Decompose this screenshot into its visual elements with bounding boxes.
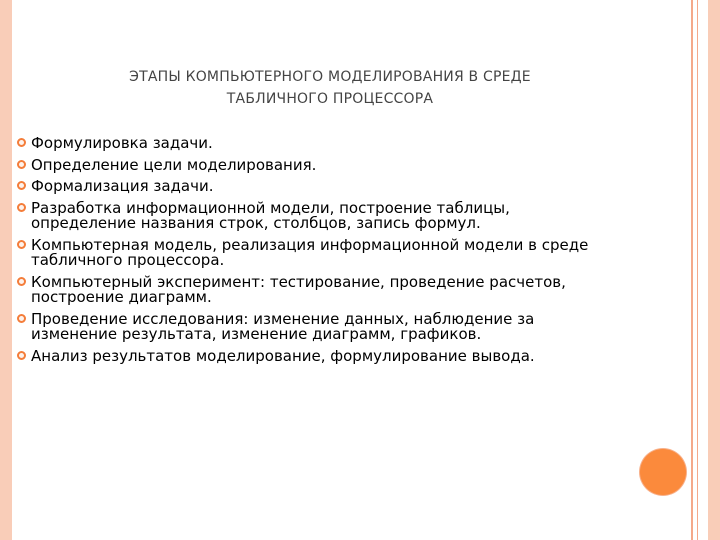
list-item-line-2: табличного процессора. [31, 251, 225, 269]
list-item-line-1: Проведение исследования: изменение данных, наблюдение за [31, 309, 535, 328]
decorative-circle-icon [640, 449, 686, 495]
list-item [14, 346, 704, 365]
bullet-circle-icon [17, 351, 26, 360]
list-item [14, 155, 704, 174]
bullet-circle-icon [17, 181, 26, 190]
bullet-list [14, 136, 704, 370]
list-item-line-2: определение названия строк, столбцов, запись формул. [31, 214, 481, 232]
list-item-line-1: Определение цели моделирования. [31, 155, 317, 174]
list-item-line-1: Формализация задачи. [31, 177, 214, 195]
bullet-circle-icon [17, 314, 26, 323]
list-item [14, 179, 704, 195]
list-item-line-1: Компьютерный эксперимент: тестирование, проведение расчетов, [31, 272, 566, 291]
list-item-line-1: Компьютерная модель, реализация информационной модели в среде [31, 235, 589, 254]
bullet-circle-icon [17, 240, 26, 249]
list-item-line-1: Разработка информационной модели, построение таблицы, [31, 198, 510, 217]
slide-title [40, 66, 620, 110]
bullet-circle-icon [17, 138, 26, 147]
list-item-line-1: Формулировка задачи. [31, 134, 213, 152]
list-item [14, 235, 704, 269]
list-item [14, 136, 704, 152]
list-item [14, 309, 704, 343]
list-item-line-2: изменение результата, изменение диаграмм, графиков. [31, 325, 482, 343]
list-item [14, 198, 704, 232]
list-item [14, 272, 704, 306]
slide-title-line-2: ТАБЛИЧНОГО ПРОЦЕССОРА [226, 91, 434, 107]
bullet-circle-icon [17, 160, 26, 169]
bullet-circle-icon [17, 203, 26, 212]
list-item-line-2: построение диаграмм. [31, 288, 212, 306]
slide-title-line-1: ЭТАПЫ КОМПЬЮТЕРНОГО МОДЕЛИРОВАНИЯ В СРЕДЕ [129, 69, 531, 85]
right-border [708, 0, 720, 540]
left-border [0, 0, 12, 540]
bullet-circle-icon [17, 277, 26, 286]
list-item-line-1: Анализ результатов моделирование, формулирование вывода. [31, 346, 535, 365]
